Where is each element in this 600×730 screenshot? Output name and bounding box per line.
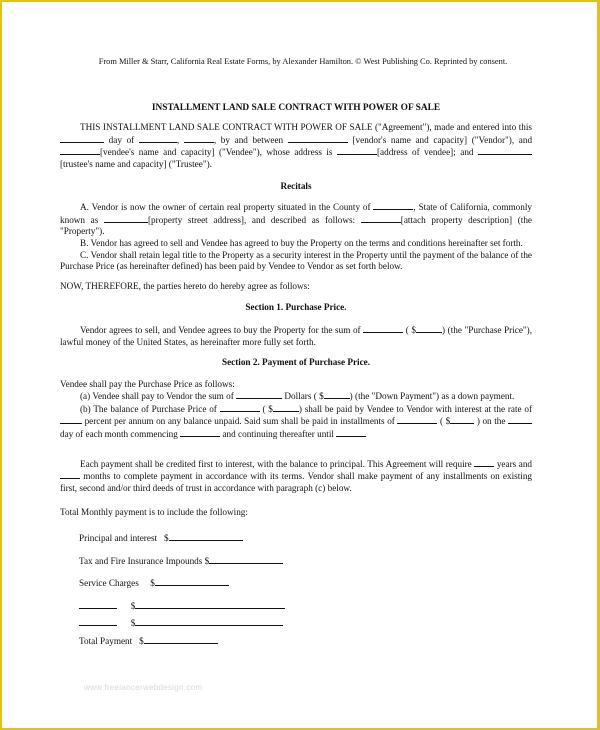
document-page <box>60 56 532 647</box>
blank-commencing-date <box>180 428 220 437</box>
blank-county <box>373 201 413 210</box>
principal-dollar: $ <box>163 533 169 544</box>
section2-intro: Vendee shall pay the Purchase Price as follows: <box>60 378 235 389</box>
blank-line-1-dollar: $ <box>130 600 136 611</box>
blank-months <box>60 470 80 479</box>
section2-b-text-h: and continuing thereafter until <box>222 429 334 440</box>
total-payment-label: Total Payment <box>79 636 133 646</box>
intro-text-f: [vendee's name and capacity] ("Vendee"), whose address is <box>100 147 333 158</box>
blank-other-label-1 <box>79 600 117 609</box>
blank-property-description <box>361 214 401 223</box>
blank-day <box>60 134 104 143</box>
payment-line-total <box>60 635 532 647</box>
section2-heading: Section 2. Payment of Purchase Price. <box>221 357 371 368</box>
blank-purchase-price-words <box>363 324 403 333</box>
section1-paragraph <box>60 324 532 348</box>
payment-line-service <box>60 577 532 589</box>
blank-other-amount-1 <box>135 600 285 609</box>
recital-a-text-a: A. Vendor is now the owner of certain real property situated in the County of <box>80 202 371 213</box>
blank-line-2-dollar: $ <box>130 618 136 629</box>
blank-years <box>474 458 494 467</box>
each-payment-paragraph <box>60 458 532 495</box>
section1-heading: Section 1. Purchase Price. <box>245 302 347 313</box>
intro-text-a: THIS INSTALLMENT LAND SALE CONTRACT WITH POWER OF SALE ("Agreement"), made and entered into this <box>80 122 532 133</box>
recital-a-text-c: [property street address], and described as follows: <box>147 214 356 225</box>
now-therefore: NOW, THEREFORE, the parties hereto do hereby agree as follows: <box>60 280 310 291</box>
blank-principal <box>169 532 243 541</box>
payment-line-tax-insurance <box>60 555 532 567</box>
payment-line-blank-1 <box>60 600 532 612</box>
section2-b-text-a: (b) The balance of Purchase Price of <box>80 403 217 414</box>
blank-trustee-name <box>478 146 532 155</box>
blank-total-payment <box>144 635 218 644</box>
total-payment-dollar: $ <box>139 636 144 646</box>
section2-a-text-a: (a) Vendee shall pay to Vendor the sum of <box>80 391 234 402</box>
blank-year <box>184 134 214 143</box>
section2-b-text-b: ( $ <box>262 403 273 414</box>
tax-insurance-label: Tax and Fire Insurance Impounds <box>79 555 203 566</box>
payment-line-blank-2 <box>60 617 532 629</box>
blank-installment-amount <box>450 415 474 424</box>
payment-line-principal <box>60 532 532 544</box>
intro-text-h: [trustee's name and capacity] ("Trustee"). <box>60 158 212 169</box>
blank-down-payment-words <box>236 390 282 399</box>
blank-balance-words <box>220 403 260 412</box>
intro-paragraph <box>60 122 532 170</box>
recital-a <box>60 201 532 238</box>
section2-b <box>60 403 532 441</box>
section2-a <box>60 390 532 403</box>
total-monthly-heading: Total Monthly payment is to include the following: <box>60 507 248 518</box>
blank-until-date <box>336 428 366 437</box>
recital-a-text-d: [attach property description] (the "Property"). <box>60 214 532 237</box>
blank-vendee-address <box>337 146 377 155</box>
blank-vendor-name <box>288 134 348 143</box>
recital-a-text-b: , State of California, commonly known as <box>60 202 532 225</box>
blank-street-address <box>104 214 148 223</box>
intro-text-d: , by and between <box>213 134 284 145</box>
blank-other-label-2 <box>79 617 117 626</box>
blank-balance-amount <box>273 403 299 412</box>
section2-b-text-d: percent per annum on any balance unpaid. Said sum shall be paid in installments of <box>84 416 395 427</box>
section2-b-text-f: ) on the <box>476 416 506 427</box>
blank-day-of-month <box>508 415 532 424</box>
blank-tax-insurance <box>209 555 283 564</box>
recital-c: C. Vendor shall retain legal title to the Property as a security interest in the Property until the payment of the balance of the Purchase Price (as hereinafter defined) has been paid by Vendee to Vendor as set forth below. <box>60 249 532 272</box>
blank-down-payment-amount <box>324 390 350 399</box>
blank-installment-words <box>397 415 437 424</box>
document-title: INSTALLMENT LAND SALE CONTRACT WITH POWER OF SALE <box>151 102 441 113</box>
each-payment-text-c: months to complete payment in accordance with its terms. Vendor shall make payment of any installments on existing first, second and/or third deeds of trust in accordance with paragraph (c) below. <box>60 471 533 493</box>
section1-text-c: ) (the "Purchase Price"), lawful money of the United States, as hereinafter more fully set forth. <box>60 324 533 347</box>
service-charges-label: Service Charges <box>79 578 139 589</box>
section1-text-a: Vendor agrees to sell, and Vendee agrees to buy the Property for the sum of <box>80 324 361 335</box>
blank-month <box>139 134 180 145</box>
section2-b-text-g: day of each month commencing <box>60 429 178 440</box>
section2-a-text-c: ) (the "Down Payment") as a down payment. <box>349 391 515 402</box>
each-payment-text-b: years and <box>496 458 533 469</box>
intro-text-g: [address of vendee]; and <box>376 147 474 158</box>
section2-a-text-b: Dollars ( $ <box>284 391 324 402</box>
service-charges-dollar: $ <box>150 578 155 589</box>
watermark: www.freelancerwebdesign.com <box>84 683 203 692</box>
intro-text-c: , <box>176 134 180 145</box>
recitals-heading: Recitals <box>280 180 312 191</box>
tax-insurance-dollar: $ <box>204 555 210 566</box>
section2-b-text-e: ( $ <box>440 416 451 427</box>
source-note: From Miller & Starr, California Real Estate Forms, by Alexander Hamilton. © West Publishing Co. Reprinted by consent. <box>98 57 508 66</box>
blank-interest-rate <box>60 415 82 424</box>
section1-text-b: ( $ <box>405 324 417 335</box>
section2-b-text-c: ) shall be paid by Vendee to Vendor with interest at the rate of <box>298 403 533 414</box>
intro-text-e: [vendor's name and capacity] ("Vendor"), and <box>352 134 533 145</box>
each-payment-text-a: Each payment shall be credited first to interest, with the balance to principal. This Agreement will require <box>80 458 472 469</box>
intro-text-b: day of <box>108 134 135 145</box>
recital-b: B. Vendor has agreed to sell and Vendee has agreed to buy the Property on the terms and conditions hereinafter set forth. <box>80 237 523 248</box>
blank-other-amount-2 <box>135 617 283 626</box>
blank-purchase-price-amount <box>416 324 442 333</box>
blank-service-charges <box>155 577 229 586</box>
payment-lines <box>60 532 532 647</box>
blank-vendee-name <box>60 146 100 155</box>
principal-label: Principal and interest <box>79 533 158 544</box>
